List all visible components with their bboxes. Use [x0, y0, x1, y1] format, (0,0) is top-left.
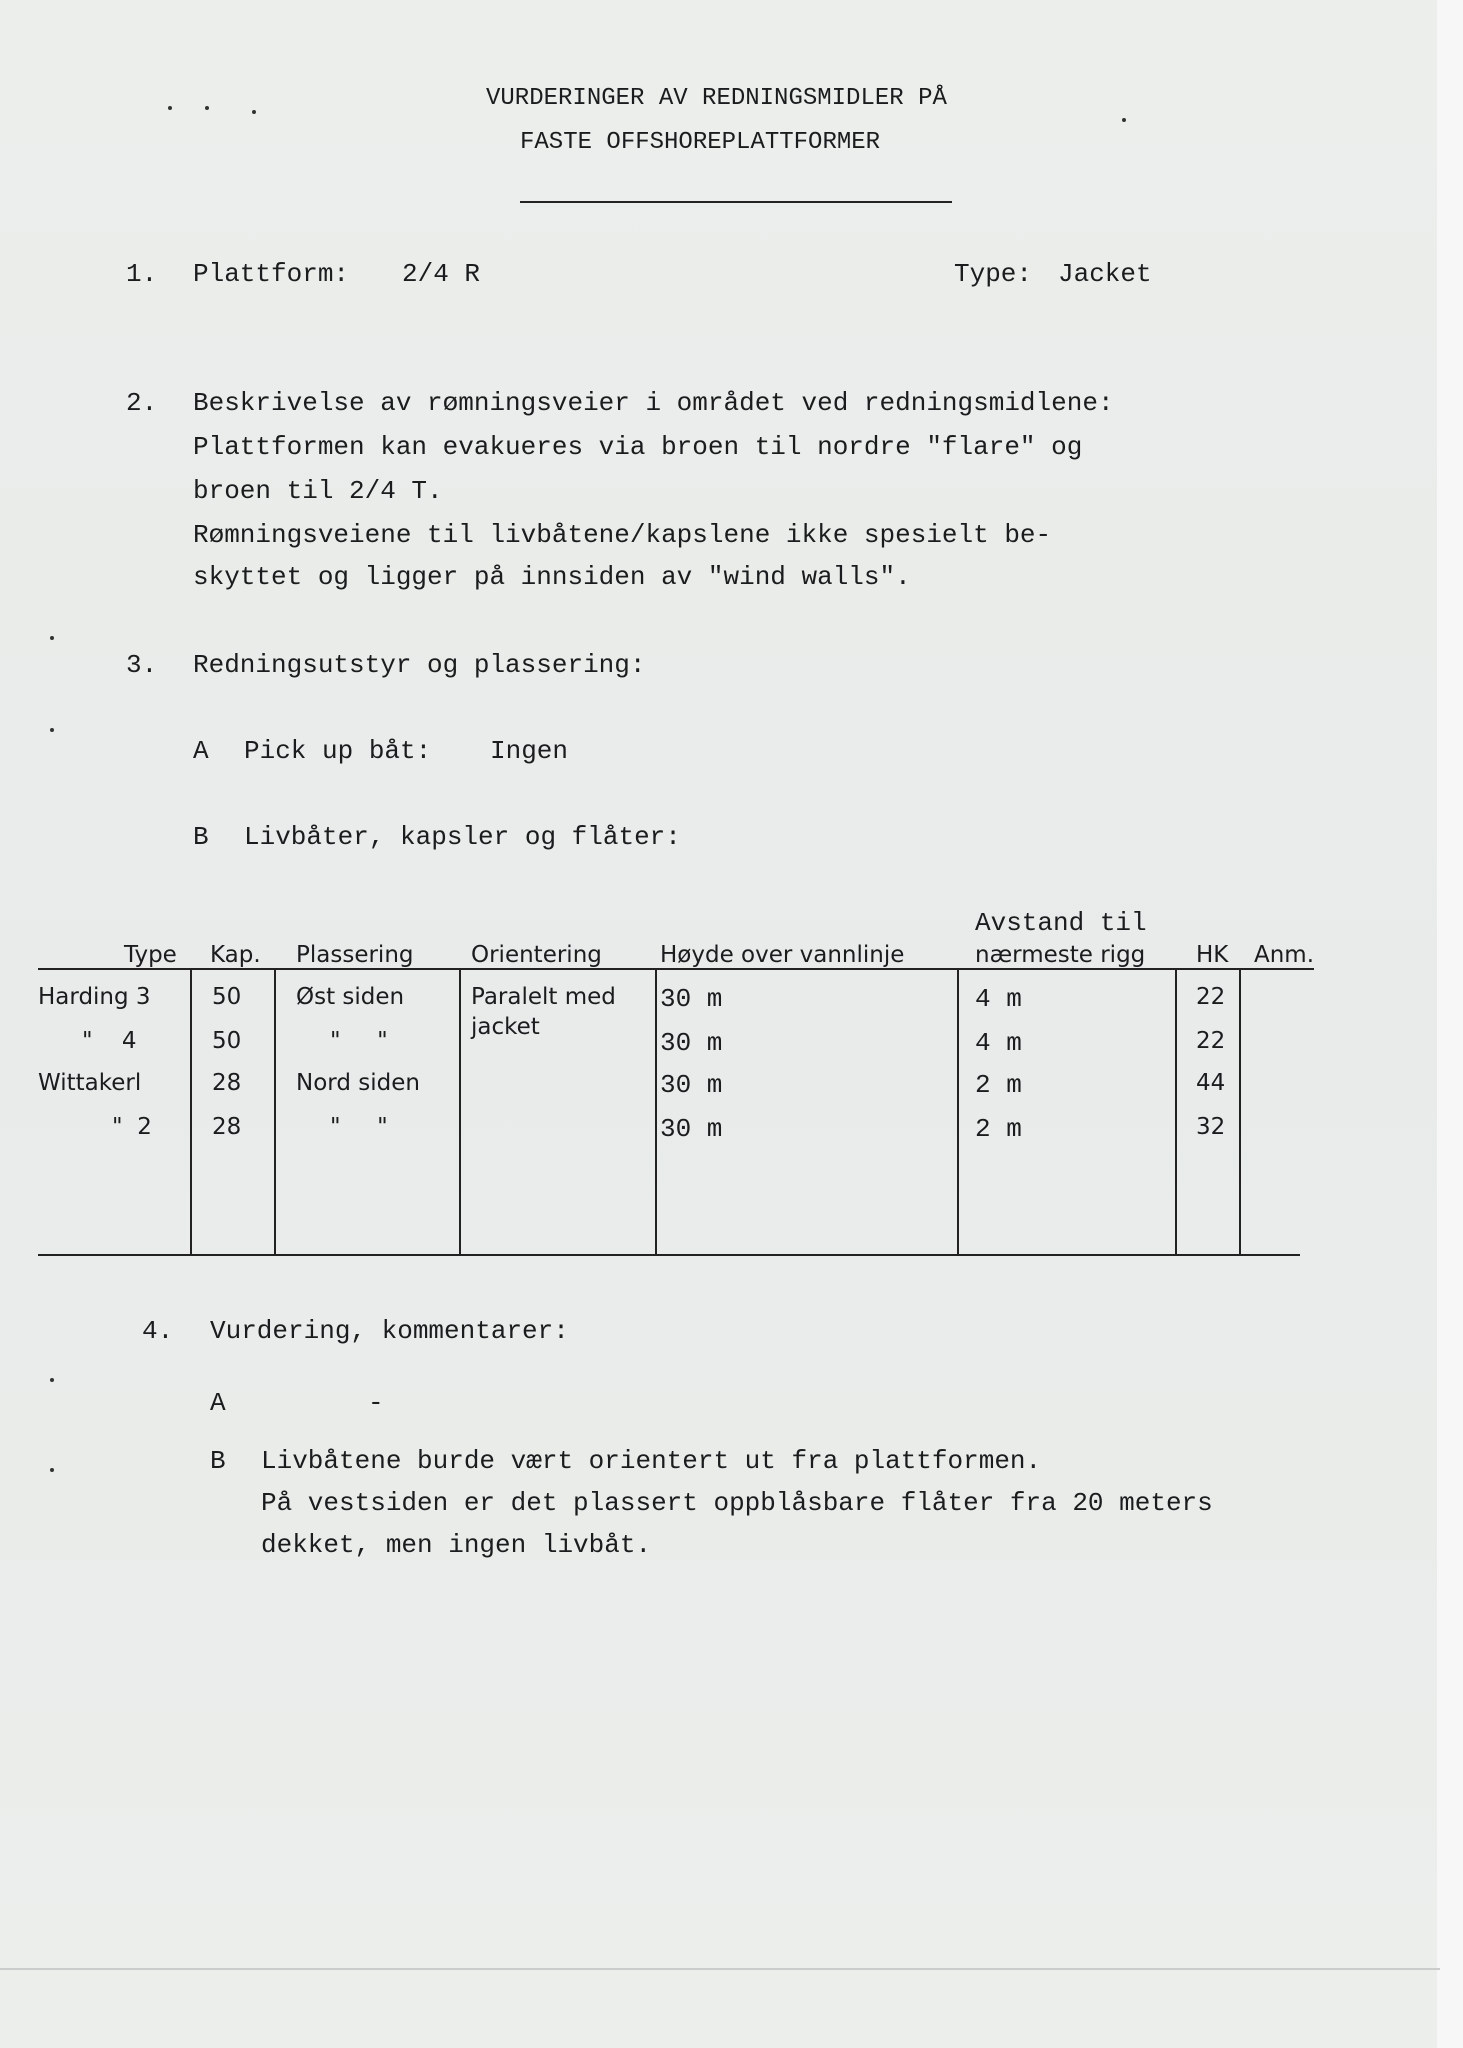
section2-line: Beskrivelse av rømningsveier i området ved redningsmidlene: — [193, 388, 1114, 418]
orientering-value: Paralelt med — [471, 984, 616, 1010]
cell-type: " 2 — [112, 1114, 152, 1140]
cell-avstand: 2 m — [975, 1114, 1022, 1144]
cell-avstand: 4 m — [975, 1028, 1022, 1058]
platform-value: 2/4 R — [402, 259, 481, 289]
table-column-divider — [190, 968, 192, 1254]
cell-avstand: 4 m — [975, 984, 1022, 1014]
orientering-value: jacket — [471, 1014, 540, 1040]
cell-type: Wittakerl — [38, 1070, 142, 1096]
title-underline — [520, 201, 952, 203]
cell-hk: 22 — [1196, 1028, 1226, 1054]
header-kap: Kap. — [210, 942, 261, 968]
cell-plassering: Øst siden — [296, 984, 405, 1010]
section3-b-letter: B — [193, 822, 209, 852]
header-hoyde: Høyde over vannlinje — [660, 942, 905, 968]
section2-line: Rømningsveiene til livbåtene/kapslene ikke spesielt be- — [193, 520, 1052, 550]
header-avstand-line2: nærmeste rigg — [975, 942, 1146, 968]
type-label: Type: — [954, 259, 1033, 289]
cell-avstand: 2 m — [975, 1070, 1022, 1100]
table-column-divider — [459, 968, 461, 1254]
section2-line: broen til 2/4 T. — [193, 476, 443, 506]
table-column-divider — [655, 968, 657, 1254]
cell-hk: 44 — [1196, 1070, 1226, 1096]
header-plassering: Plassering — [296, 942, 414, 968]
header-anm: Anm. — [1254, 942, 1315, 968]
document-title-line2: FASTE OFFSHOREPLATTFORMER — [520, 129, 881, 156]
header-avstand-line1: Avstand til — [975, 908, 1147, 938]
pickup-boat-label: Pick up båt: — [244, 736, 432, 766]
cell-plassering: Nord siden — [296, 1070, 420, 1096]
cell-hk: 22 — [1196, 984, 1226, 1010]
section3-number: 3. — [126, 650, 158, 680]
section2-line: skyttet og ligger på innsiden av "wind walls". — [193, 562, 911, 592]
section4-heading: Vurdering, kommentarer: — [210, 1316, 569, 1346]
speck — [50, 1378, 54, 1382]
cell-kap: 50 — [212, 984, 242, 1010]
document-title-line1: VURDERINGER AV REDNINGSMIDLER PÅ — [486, 85, 947, 112]
cell-hoyde: 30 m — [660, 1070, 723, 1100]
section2-line: Plattformen kan evakueres via broen til nordre "flare" og — [193, 432, 1083, 462]
section4-b-line: dekket, men ingen livbåt. — [261, 1530, 652, 1560]
section1-number: 1. — [126, 259, 158, 289]
section4-b-letter: B — [210, 1446, 226, 1476]
table-header-rule — [38, 968, 1314, 970]
page-fold-line — [0, 1968, 1440, 1970]
cell-kap: 28 — [212, 1114, 242, 1140]
cell-hoyde: 30 m — [660, 1114, 723, 1144]
speck — [168, 106, 172, 110]
section2-number: 2. — [126, 388, 158, 418]
speck — [50, 636, 54, 640]
cell-plassering: " " — [330, 1028, 388, 1054]
speck — [205, 106, 209, 110]
platform-label: Plattform: — [193, 259, 350, 289]
cell-kap: 28 — [212, 1070, 242, 1096]
section4-a-letter: A — [210, 1388, 226, 1418]
table-bottom-rule — [38, 1254, 1300, 1256]
lifeboats-label: Livbåter, kapsler og flåter: — [244, 822, 681, 852]
section4-b-line: Livbåtene burde vært orientert ut fra plattformen. — [261, 1446, 1042, 1476]
table-column-divider — [1239, 968, 1241, 1254]
cell-type: Harding 3 — [38, 984, 151, 1010]
table-column-divider — [957, 968, 959, 1254]
speck — [50, 1468, 54, 1472]
header-hk: HK — [1196, 942, 1229, 968]
pickup-boat-value: Ingen — [490, 736, 569, 766]
cell-hk: 32 — [1196, 1114, 1226, 1140]
speck — [252, 110, 256, 114]
table-column-divider — [274, 968, 276, 1254]
header-type: Type — [124, 942, 177, 968]
speck — [50, 728, 54, 732]
cell-hoyde: 30 m — [660, 1028, 723, 1058]
page-edge — [1437, 0, 1463, 2048]
header-orientering: Orientering — [471, 942, 602, 968]
section3-heading: Redningsutstyr og plassering: — [193, 650, 646, 680]
speck — [1122, 118, 1126, 122]
cell-plassering: " " — [330, 1114, 388, 1140]
section3-a-letter: A — [193, 736, 209, 766]
table-column-divider — [1175, 968, 1177, 1254]
section4-number: 4. — [142, 1316, 174, 1346]
section4-b-line: På vestsiden er det plassert oppblåsbare flåter fra 20 meters — [261, 1488, 1213, 1518]
cell-hoyde: 30 m — [660, 984, 723, 1014]
cell-kap: 50 — [212, 1028, 242, 1054]
type-value: Jacket — [1058, 259, 1152, 289]
section4-a-value: - — [368, 1388, 384, 1418]
cell-type: " 4 — [82, 1028, 137, 1054]
